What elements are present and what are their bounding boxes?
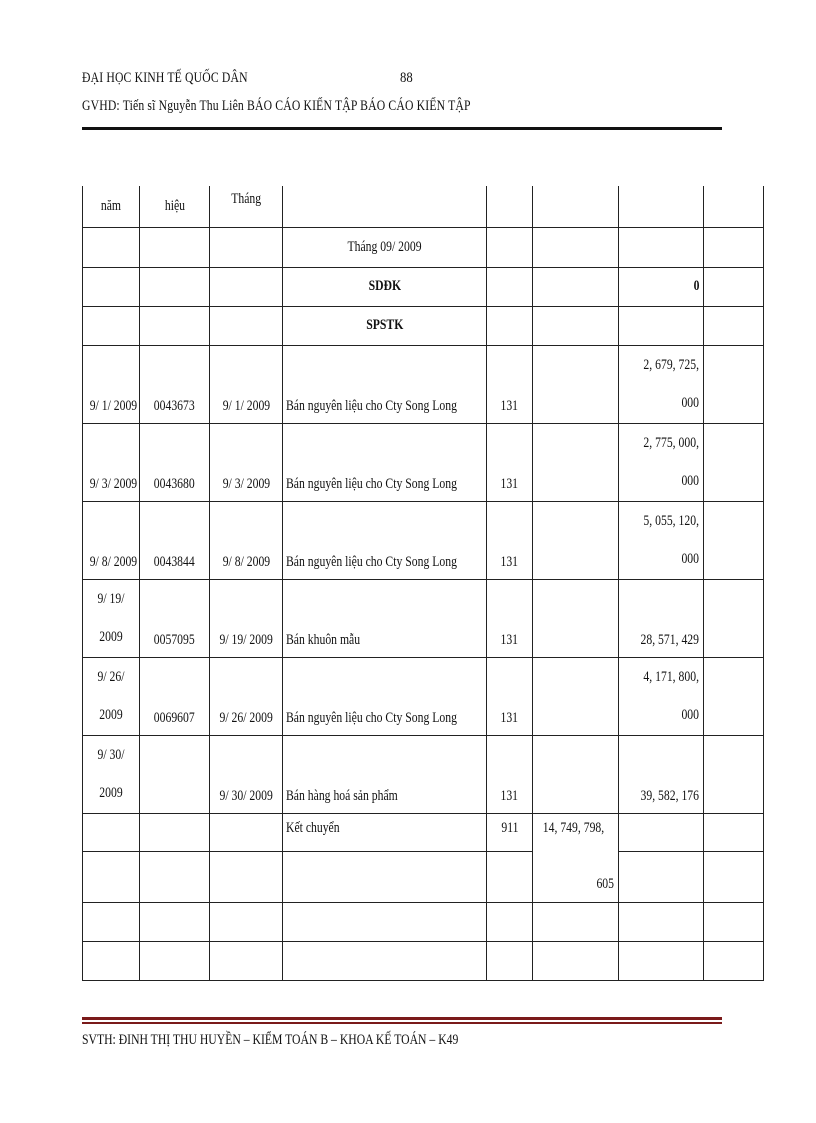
- table-row: [83, 657, 764, 735]
- table-row: [83, 345, 764, 423]
- footer-rule-inner: [82, 1022, 722, 1024]
- header-subtitle: GVHD: Tiến sĩ Nguyễn Thu Liên BÁO CÁO KIẾN TẬP BÁO CÁO KIẾN TẬP: [82, 98, 471, 114]
- table-row: [83, 501, 764, 579]
- header-rule: [82, 127, 722, 130]
- entry-date: 9/ 26/ 2009: [83, 657, 140, 735]
- university-name: ĐẠI HỌC KINH TẾ QUỐC DÂN: [82, 70, 248, 86]
- credit-amount: 5, 055, 120, 000: [619, 501, 704, 579]
- voucher-number: 0043680: [140, 423, 210, 501]
- entry-date: 9/ 19/ 2009: [83, 579, 140, 657]
- sddk-value: 0: [619, 267, 704, 306]
- account: 131: [487, 345, 533, 423]
- voucher-date: 9/ 19/ 2009: [210, 579, 283, 657]
- closing-account: 911: [487, 813, 533, 851]
- table-row: [83, 579, 764, 657]
- table-row: [83, 902, 764, 941]
- table-row: [83, 941, 764, 980]
- entry-date: 9/ 30/ 2009: [83, 735, 140, 813]
- entry-date: 9/ 1/ 2009: [83, 345, 140, 423]
- month-label: Tháng 09/ 2009: [283, 227, 487, 267]
- credit-amount: 2, 775, 000, 000: [619, 423, 704, 501]
- ledger-table: [82, 186, 764, 981]
- footer-text: SVTH: ĐINH THỊ THU HUYỀN – KIỂM TOÁN B – KHOA KẾ TOÁN – K49: [82, 1032, 459, 1048]
- voucher-number: 0043673: [140, 345, 210, 423]
- description: Bán nguyên liệu cho Cty Song Long: [283, 657, 487, 735]
- voucher-number: [140, 735, 210, 813]
- table-row: [83, 735, 764, 813]
- page-number: 88: [400, 70, 413, 86]
- voucher-number: 0069607: [140, 657, 210, 735]
- voucher-date: 9/ 26/ 2009: [210, 657, 283, 735]
- footer-rule: [82, 1017, 722, 1020]
- entry-date: 9/ 8/ 2009: [83, 501, 140, 579]
- description: Bán hàng hoá sản phẩm: [283, 735, 487, 813]
- head-month: Tháng: [210, 186, 283, 227]
- closing-label: Kết chuyển: [283, 813, 487, 851]
- voucher-date: 9/ 1/ 2009: [210, 345, 283, 423]
- spstk-row: [83, 306, 764, 345]
- sddk-row: [83, 267, 764, 306]
- voucher-number: 0057095: [140, 579, 210, 657]
- account: 131: [487, 423, 533, 501]
- table-row: [83, 851, 764, 902]
- description: Bán nguyên liệu cho Cty Song Long: [283, 345, 487, 423]
- credit-amount: 4, 171, 800, 000: [619, 657, 704, 735]
- account: 131: [487, 657, 533, 735]
- voucher-number: 0043844: [140, 501, 210, 579]
- description: Bán nguyên liệu cho Cty Song Long: [283, 501, 487, 579]
- debit-amount: 14, 749, 798, 605: [533, 813, 619, 902]
- account: 131: [487, 735, 533, 813]
- table-head-row: [83, 186, 764, 227]
- table-row: [83, 423, 764, 501]
- sddk-label: SDĐK: [283, 267, 487, 306]
- credit-amount: 2, 679, 725, 000: [619, 345, 704, 423]
- account: 131: [487, 501, 533, 579]
- credit-amount: 39, 582, 176: [619, 735, 704, 813]
- voucher-date: 9/ 3/ 2009: [210, 423, 283, 501]
- closing-row: [83, 813, 764, 851]
- description: Bán nguyên liệu cho Cty Song Long: [283, 423, 487, 501]
- head-number: hiệu: [140, 186, 210, 227]
- entry-date: 9/ 3/ 2009: [83, 423, 140, 501]
- account: 131: [487, 579, 533, 657]
- description: Bán khuôn mẫu: [283, 579, 487, 657]
- month-row: [83, 227, 764, 267]
- credit-amount: 28, 571, 429: [619, 579, 704, 657]
- voucher-date: 9/ 30/ 2009: [210, 735, 283, 813]
- head-year: năm: [83, 186, 140, 227]
- voucher-date: 9/ 8/ 2009: [210, 501, 283, 579]
- spstk-label: SPSTK: [283, 306, 487, 345]
